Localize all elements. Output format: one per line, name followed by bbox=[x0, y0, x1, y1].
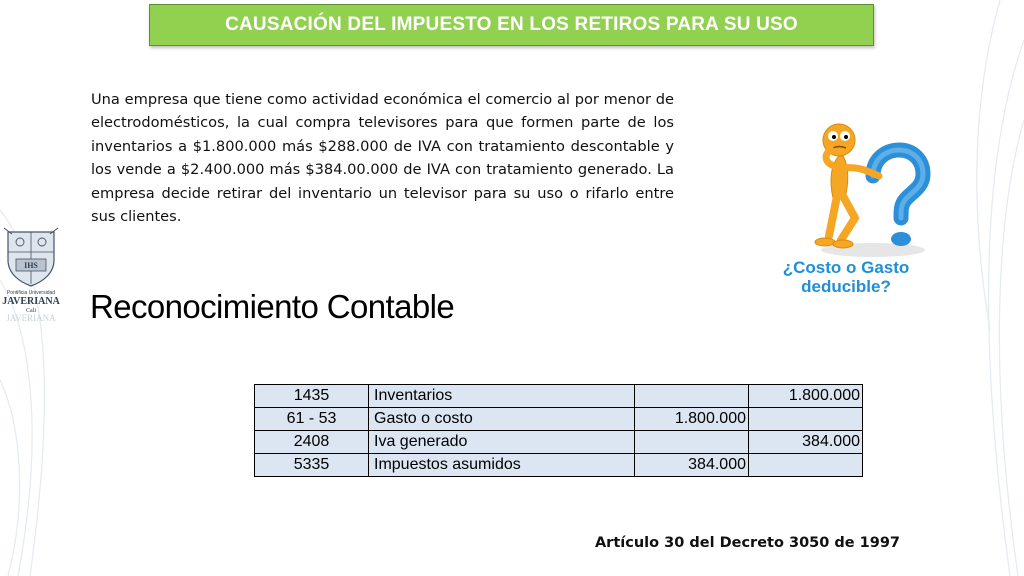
table-row bbox=[255, 431, 863, 454]
university-logo bbox=[0, 226, 62, 322]
figure-caption bbox=[760, 258, 932, 296]
debit-cell: 384.000 bbox=[635, 454, 749, 477]
logo-text-small: Pontificia Universidad bbox=[6, 290, 56, 296]
logo-text-city: Cali bbox=[26, 308, 36, 314]
debit-cell bbox=[635, 431, 749, 454]
credit-cell bbox=[749, 408, 863, 431]
svg-text:JAVERIANA: JAVERIANA bbox=[6, 313, 56, 322]
credit-cell: 1.800.000 bbox=[749, 385, 863, 408]
table-row bbox=[255, 408, 863, 431]
section-heading: Reconocimiento Contable bbox=[90, 288, 455, 325]
title-banner bbox=[149, 4, 874, 46]
account-code-cell: 61 - 53 bbox=[255, 408, 369, 431]
account-code-cell: 1435 bbox=[255, 385, 369, 408]
account-name-cell: Inventarios bbox=[369, 385, 635, 408]
legal-reference: Artículo 30 del Decreto 3050 de 1997 bbox=[594, 535, 900, 551]
account-code-cell: 2408 bbox=[255, 431, 369, 454]
accounting-entry-table bbox=[254, 384, 863, 477]
debit-cell bbox=[635, 385, 749, 408]
logo-text-main: JAVERIANA bbox=[2, 296, 60, 307]
table-row bbox=[255, 385, 863, 408]
debit-cell: 1.800.000 bbox=[635, 408, 749, 431]
account-name-cell: Gasto o costo bbox=[369, 408, 635, 431]
slide-title: CAUSACIÓN DEL IMPUESTO EN LOS RETIROS PARA SU USO bbox=[225, 14, 798, 35]
account-name-cell: Impuestos asumidos bbox=[369, 454, 635, 477]
thinking-figure-question-mark-image bbox=[803, 118, 931, 258]
figure-caption-line1: ¿Costo o Gasto bbox=[782, 258, 910, 277]
credit-cell bbox=[749, 454, 863, 477]
account-code-cell: 5335 bbox=[255, 454, 369, 477]
case-description: Una empresa que tiene como actividad económica el comercio al por menor de electrodomésticos, la cual compra televisores para que formen parte de los inventarios a $1.800.000 más $288.000 de IVA con tratamiento descontable y los vende a $2.400.000 más $384.00.000 de IVA con tratamiento generado. La empresa decide retirar del inventario un televisor para su uso o rifarlo entre sus clientes. bbox=[91, 91, 674, 226]
figure-caption-line2: deducible? bbox=[801, 277, 891, 296]
table-row bbox=[255, 454, 863, 477]
account-name-cell: Iva generado bbox=[369, 431, 635, 454]
svg-text:IHS: IHS bbox=[24, 261, 38, 270]
credit-cell: 384.000 bbox=[749, 431, 863, 454]
